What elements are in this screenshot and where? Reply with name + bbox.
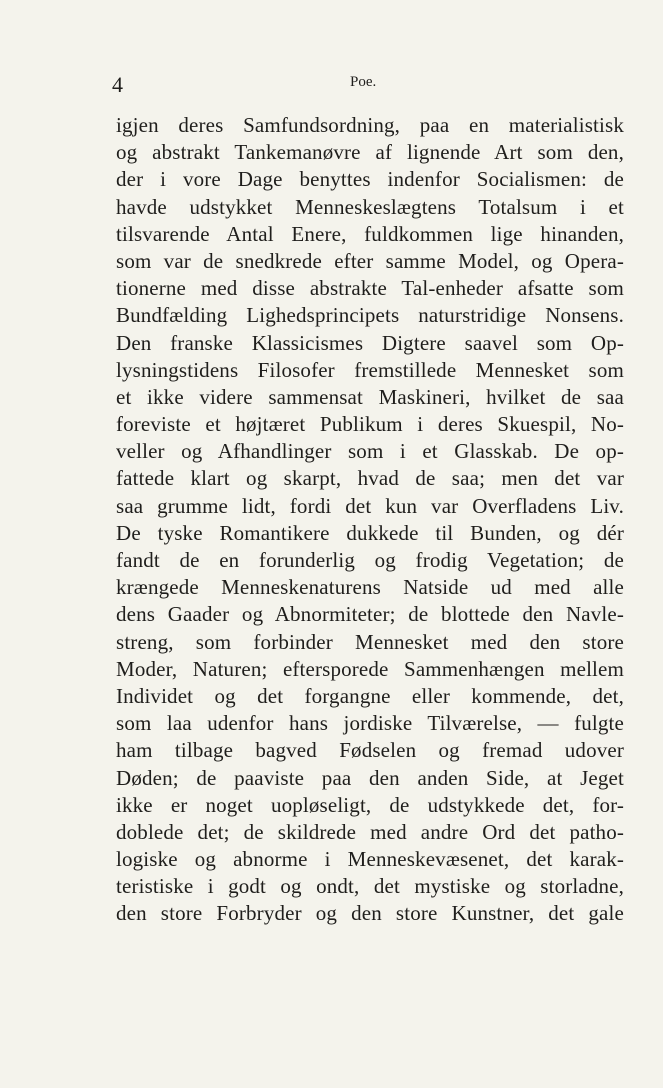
text-line: doblede det; de skildrede med andre Ord det patho- bbox=[116, 819, 624, 844]
text-line: som var de snedkrede efter samme Model, og Opera- bbox=[116, 248, 624, 273]
text-line: Individet og det forgangne eller kommende, det, bbox=[116, 683, 624, 708]
text-line: som laa udenfor hans jordiske Tilværelse, — fulgte bbox=[116, 711, 624, 736]
text-line: veller og Afhandlinger som i et Glasskab. De op- bbox=[116, 439, 624, 464]
text-line: havde udstykket Menneskeslægtens Totalsum i et bbox=[116, 194, 624, 219]
text-line: Den franske Klassicismes Digtere saavel som Op- bbox=[116, 330, 624, 355]
text-line: teristiske i godt og ondt, det mystiske og storladne, bbox=[116, 874, 624, 899]
text-line: streng, som forbinder Mennesket med den store bbox=[116, 629, 624, 654]
text-line: De tyske Romantikere dukkede til Bunden, og dér bbox=[116, 520, 624, 545]
text-line: fattede klart og skarpt, hvad de saa; men det var bbox=[116, 466, 624, 491]
text-line: Døden; de paaviste paa den anden Side, at Jeget bbox=[116, 765, 624, 790]
text-line: logiske og abnorme i Menneskevæsenet, det karak- bbox=[116, 847, 624, 872]
text-line: foreviste et højtæret Publikum i deres Skuespil, No- bbox=[116, 412, 624, 437]
text-line: Bundfælding Lighedsprincipets naturstridige Nonsens. bbox=[116, 303, 624, 328]
running-title: Poe. bbox=[350, 74, 377, 90]
text-line: ham tilbage bagved Fødselen og fremad udover bbox=[116, 738, 624, 763]
text-line: tionerne med disse abstrakte Tal-enheder afsatte som bbox=[116, 276, 624, 301]
text-line: tilsvarende Antal Enere, fuldkommen lige hinanden, bbox=[116, 221, 624, 246]
text-line: Moder, Naturen; eftersporede Sammenhængen mellem bbox=[116, 656, 624, 681]
text-line: og abstrakt Tankemanøvre af lignende Art som den, bbox=[116, 140, 624, 165]
text-line: den store Forbryder og den store Kunstner, det gale bbox=[116, 901, 624, 926]
text-line: krængede Menneskenaturens Natside ud med alle bbox=[116, 575, 624, 600]
text-line: dens Gaader og Abnormiteter; de blottede den Navle- bbox=[116, 602, 624, 627]
text-line: fandt de en forunderlig og frodig Vegetation; de bbox=[116, 548, 624, 572]
text-line: igjen deres Samfundsordning, paa en materialistisk bbox=[116, 113, 624, 137]
body-text bbox=[116, 112, 624, 928]
page-header bbox=[112, 70, 622, 100]
page-number: 4 bbox=[112, 72, 123, 97]
text-line: lysningstidens Filosofer fremstillede Mennesket som bbox=[116, 357, 624, 382]
text-line: ikke er noget uopløseligt, de udstykkede det, for- bbox=[116, 792, 624, 817]
text-line: der i vore Dage benyttes indenfor Socialismen: de bbox=[116, 167, 624, 192]
text-line: saa grumme lidt, fordi det kun var Overfladens Liv. bbox=[116, 493, 624, 518]
text-line: et ikke videre sammensat Maskineri, hvilket de saa bbox=[116, 384, 624, 409]
